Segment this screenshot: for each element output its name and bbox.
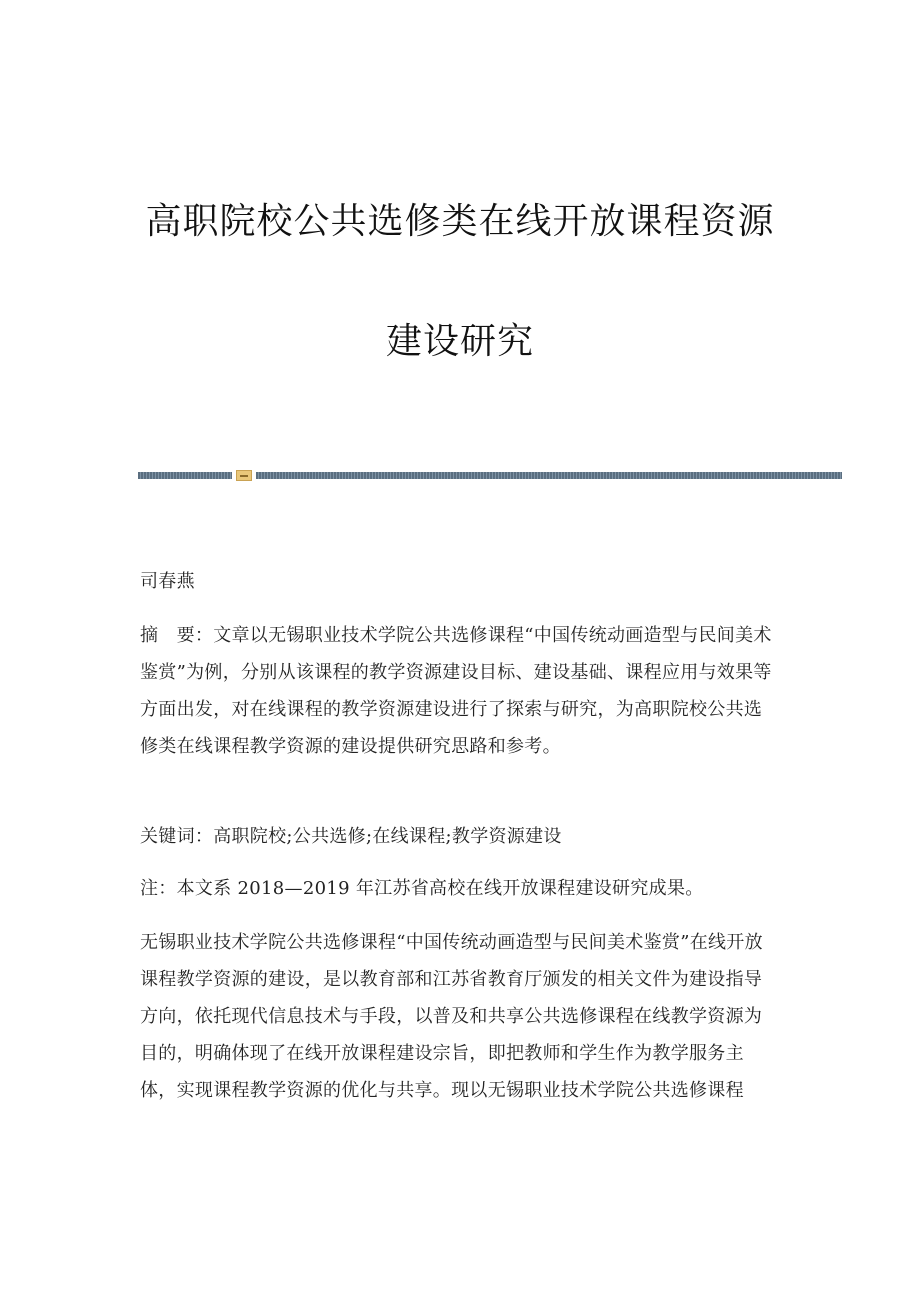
- keywords-line: 关键词：高职院校;公共选修;在线课程;教学资源建设: [140, 826, 562, 847]
- author-name: 司春燕: [140, 571, 195, 592]
- divider-bar-left: [138, 472, 232, 479]
- document-title-line-1: 高职院校公共选修类在线开放课程资源: [145, 201, 775, 242]
- funding-note: 注：本文系 2018—2019 年江苏省高校在线开放课程建设研究成果。: [140, 878, 704, 899]
- divider-ornament-icon: [236, 470, 252, 481]
- divider-bar-right: [256, 472, 842, 479]
- decorative-divider: [138, 470, 842, 480]
- document-title-line-2: 建设研究: [385, 321, 534, 362]
- abstract-paragraph: 摘 要：文章以无锡职业技术学院公共选修课程“中国传统动画造型与民间美术鉴赏”为例，分别从该课程的教学资源建设目标、建设基础、课程应用与效果等方面出发，对在线课程的教学资源建设进行了探索与研究，为高职院校公共选修类在线课程教学资源的建设提供研究思路和参考。: [140, 625, 772, 757]
- body-paragraph: 无锡职业技术学院公共选修课程“中国传统动画造型与民间美术鉴赏”在线开放课程教学资源的建设，是以教育部和江苏省教育厅颁发的相关文件为建设指导方向，依托现代信息技术与手段，以普及和共享公共选修课程在线教学资源为目的，明确体现了在线开放课程建设宗旨，即把教师和学生作为教学服务主体，实现课程教学资源的优化与共享。现以无锡职业技术学院公共选修课程: [140, 932, 763, 1101]
